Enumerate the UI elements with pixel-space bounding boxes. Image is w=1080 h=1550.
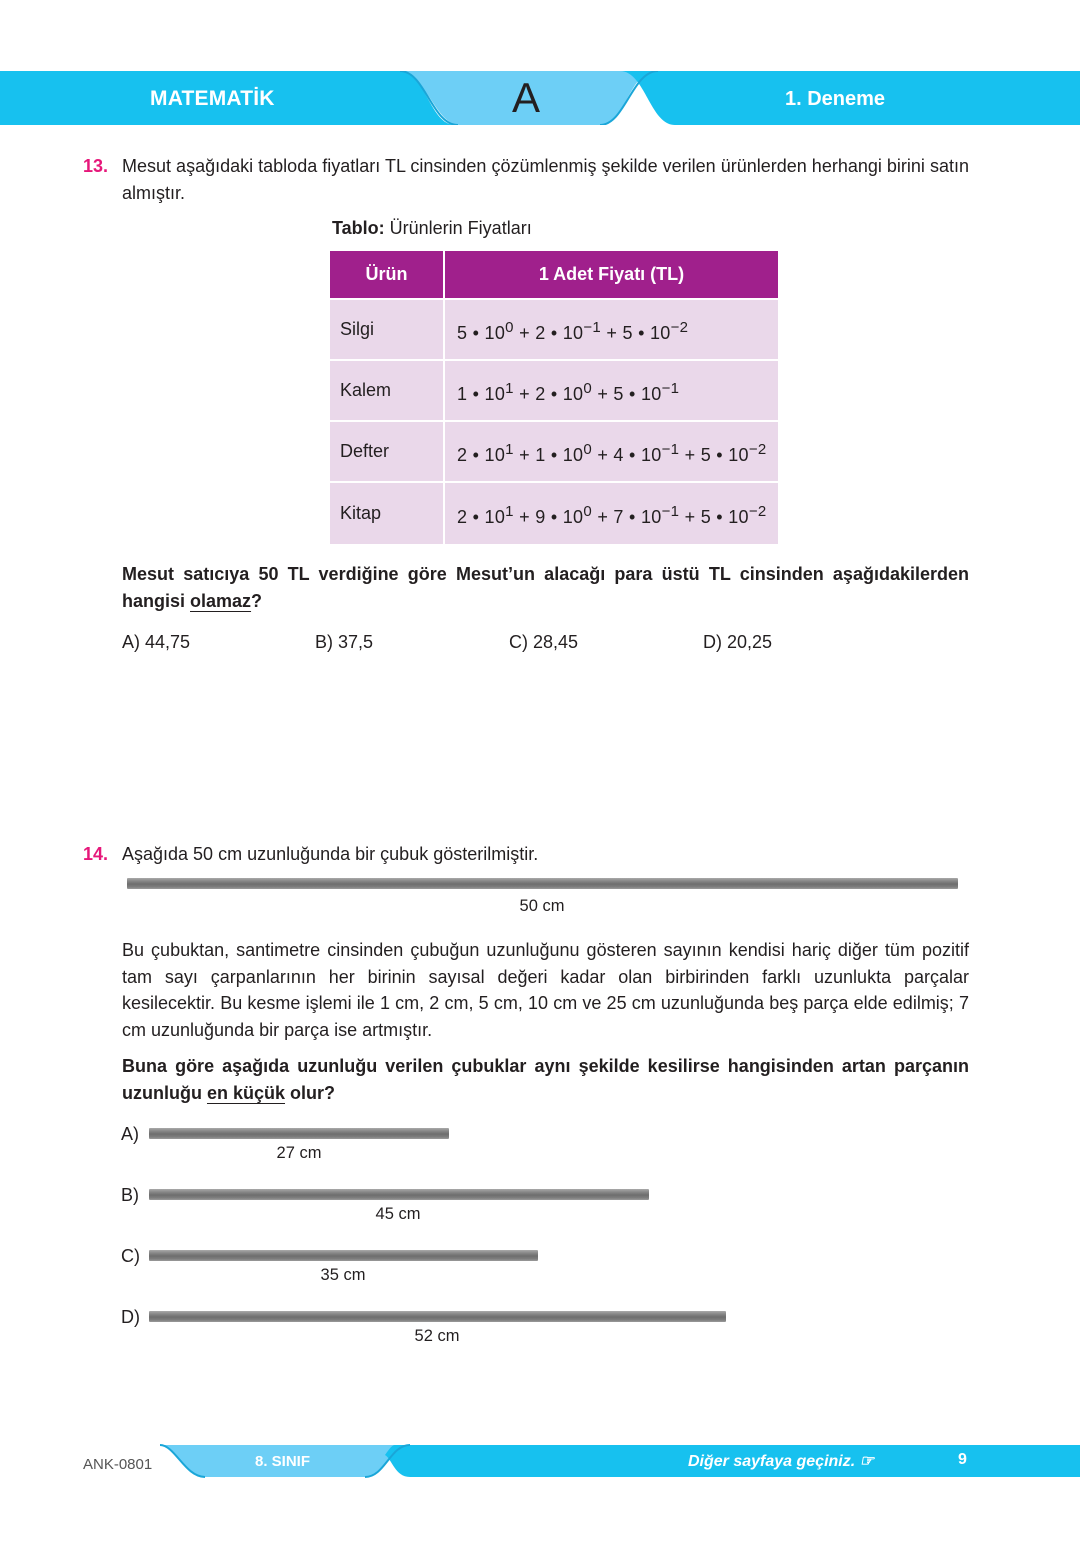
question-14-body: Bu çubuktan, santimetre cinsinden çubuğun uzunluğunu gösteren sayının kendisi hariç diğer tüm pozitif tam sayı çarpanlarının her birinin sayısal değeri kadar olan birbirinden farklı uzunlukta parçalar kesilecektir. Bu kesme işlemi ile 1 cm, 2 cm, 5 cm, 10 cm ve 25 cm uzunluğunda beş parça elde edilmiş; 7 cm uzunluğunda bir parça ise artmıştır. (122, 940, 969, 1040)
option-b-label[interactable]: B) (121, 1185, 139, 1205)
option-d-rod[interactable] (149, 1311, 726, 1322)
table-row (330, 361, 778, 422)
column-header-price: 1 Adet Fiyatı (TL) (445, 251, 778, 300)
question-14-number: 14. (83, 844, 109, 864)
option-a-rod[interactable] (149, 1128, 449, 1139)
next-page-hint: Diğer sayfaya geçiniz. ☞ (688, 1453, 874, 1470)
booklet-letter: A (511, 74, 540, 121)
page-number: 9 (958, 1451, 967, 1468)
question-13-prompt (122, 561, 969, 614)
price-cell: 2 • $10^1 + 1$ • $10^0 + 4$ • $10^{-1} + 5$ • $10^{-2}$ (445, 422, 778, 483)
question-14-intro: Aşağıda 50 cm uzunluğunda bir çubuk gösterilmiştir. (122, 844, 539, 864)
option-a[interactable]: A) 44,75 (122, 632, 191, 652)
option-d[interactable]: D) 20,25 (703, 632, 773, 652)
table-row (330, 483, 778, 544)
option-a-label[interactable]: A) (121, 1124, 139, 1144)
subject-title: MATEMATİK (150, 87, 275, 110)
option-c[interactable]: C) 28,45 (509, 632, 579, 652)
grade-label: 8. SINIF (255, 1453, 311, 1470)
table-row (330, 422, 778, 483)
option-a-length: 27 cm (276, 1144, 322, 1162)
prompt-emphasis: en küçük (206, 1082, 286, 1103)
booklet-code: ANK-0801 (83, 1456, 153, 1473)
option-b[interactable]: B) 37,5 (315, 632, 374, 652)
table-header-row (330, 251, 778, 300)
table-row (330, 300, 778, 361)
prompt-text: Buna göre aşağıda uzunluğu verilen çubuklar aynı şekilde kesilirse hangisinden artan parçanın uzunluğu (122, 1056, 969, 1103)
option-d-length: 52 cm (414, 1327, 460, 1345)
prompt-text: Mesut satıcıya 50 TL verdiğine göre Mesut’un alacağı para üstü TL cinsinden aşağıdakilerden hangisi (122, 564, 969, 611)
option-b-length: 45 cm (375, 1205, 421, 1223)
prompt-end: olur? (285, 1082, 336, 1103)
option-c-length: 35 cm (320, 1266, 366, 1284)
footer-band-shape (0, 1443, 1080, 1479)
prompt-end: ? (251, 590, 263, 611)
table-caption-label: Tablo: (332, 218, 385, 238)
price-cell: 2 • $10^1 + 9$ • $10^0 + 7$ • $10^{-1} + 5$ • $10^{-2}$ (445, 483, 778, 544)
question-13-number: 13. (83, 156, 109, 176)
option-b-rod[interactable] (149, 1189, 649, 1200)
product-cell: Kitap (330, 483, 445, 544)
table-caption (332, 218, 532, 239)
rod-50cm-label: 50 cm (519, 897, 565, 915)
prompt-emphasis: olamaz (190, 590, 252, 611)
price-cell: 5 • $10^0 + 2$ • $10^{-1} + 5$ • $10^{-2}$ (445, 300, 778, 361)
question-13-intro: Mesut aşağıdaki tabloda fiyatları TL cinsinden çözümlenmiş şekilde verilen ürünlerden herhangi birini satın almıştır. (122, 156, 969, 203)
column-header-product: Ürün (330, 251, 445, 300)
product-cell: Silgi (330, 300, 445, 361)
option-d-label[interactable]: D) (121, 1307, 140, 1327)
option-c-rod[interactable] (149, 1250, 538, 1261)
prices-table (330, 251, 778, 544)
option-c-label[interactable]: C) (121, 1246, 140, 1266)
question-14-prompt (122, 1053, 969, 1106)
exam-title: 1. Deneme (785, 88, 886, 110)
product-cell: Defter (330, 422, 445, 483)
table-caption-text: Ürünlerin Fiyatları (384, 218, 532, 238)
rod-50cm (127, 878, 958, 889)
product-cell: Kalem (330, 361, 445, 422)
price-cell: 1 • $10^1 + 2$ • $10^0 + 5$ • $10^{-1}$ (445, 361, 778, 422)
